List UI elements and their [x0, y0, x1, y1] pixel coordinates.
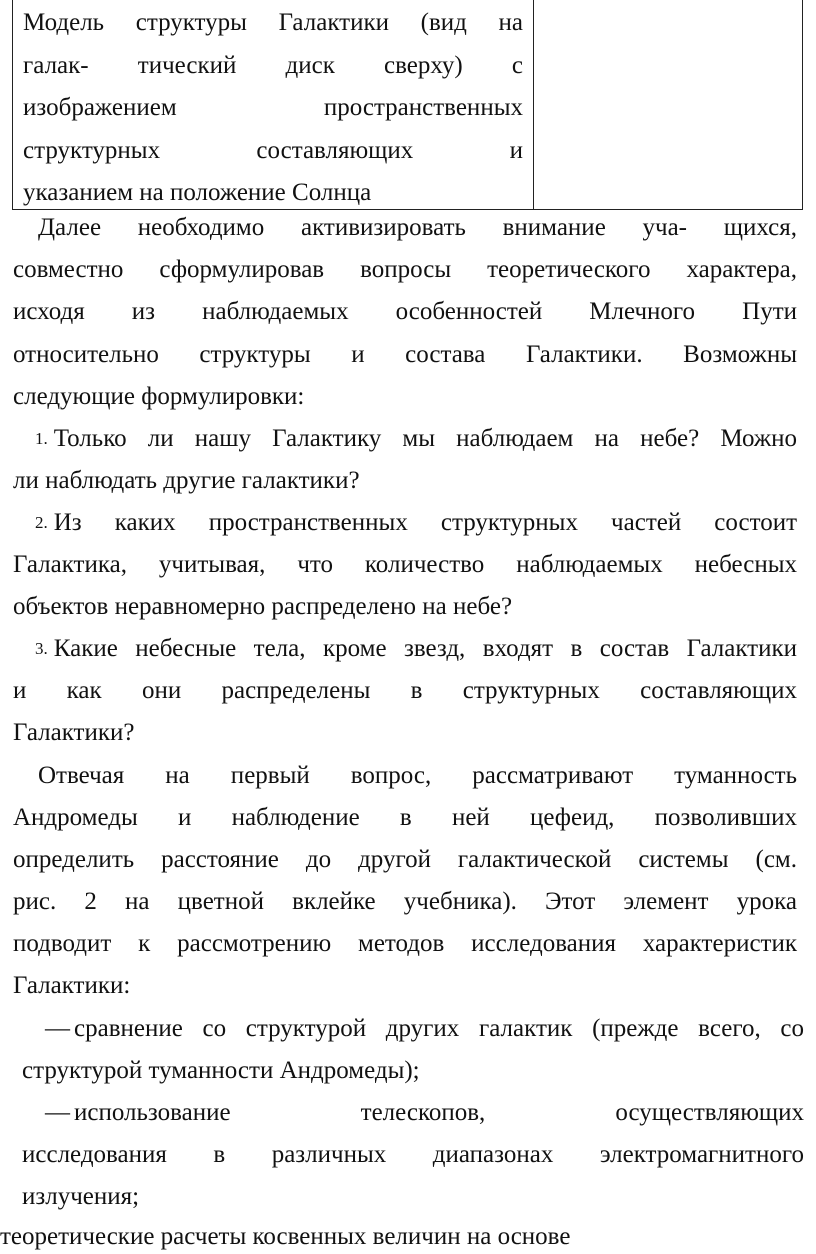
table-cell-line: Модель структуры Галактики (вид на [23, 9, 523, 36]
paragraph-line: относительно структуры и состава Галактики. Возможны [13, 341, 797, 368]
paragraph-line: теоретические расчеты косвенных величин на основе [0, 1223, 571, 1250]
bullet-line: излучения; [22, 1183, 140, 1210]
table-cell-line: структурных составляющих и [23, 136, 523, 164]
list-item-line: Галактика, учитывая, что количество наблюдаемых небесных [13, 551, 797, 578]
table-cell-line: указанием на положение Солнца [23, 179, 372, 206]
dash-marker: — [45, 1099, 70, 1126]
paragraph-line: подводит к рассмотрению методов исследования характеристик [13, 930, 797, 957]
list-item-line: объектов неравномерно распределено на небе? [13, 593, 513, 620]
list-number: 1. [35, 429, 48, 448]
info-table [12, 0, 803, 210]
list-item-first-line [35, 508, 797, 538]
paragraph-line: Отвечая на первый вопрос, рассматривают туманность [38, 762, 797, 789]
list-number: 3. [35, 639, 48, 658]
paragraph-line: совместно сформулировав вопросы теоретического характера, [13, 256, 797, 283]
bullet-line: исследования в различных диапазонах электромагнитного [22, 1141, 804, 1168]
bullet-line: структурой туманности Андромеды); [22, 1057, 420, 1084]
list-item-first-line [35, 634, 797, 664]
paragraph-line: исходя из наблюдаемых особенностей Млечного Пути [13, 298, 797, 325]
table-cell-line: галак- тический диск сверху) с [23, 51, 523, 79]
paragraph-line: следующие формулировки: [13, 383, 305, 410]
paragraph-line: определить расстояние до другой галактической системы (см. [13, 846, 797, 873]
table-cell-line: изображением пространственных [23, 94, 523, 121]
list-number: 2. [35, 513, 48, 532]
bullet-text: сравнение со структурой других галактик (прежде всего, со [74, 1015, 804, 1042]
list-item-line: ли наблюдать другие галактики? [13, 467, 360, 494]
table-cell-description [13, 0, 534, 209]
bullet-first-line [45, 1014, 804, 1044]
list-text: Из каких пространственных структурных частей состоит [53, 509, 797, 536]
list-text: Только ли нашу Галактику мы наблюдаем на небе? Можно [53, 425, 797, 452]
dash-marker: — [45, 1015, 70, 1042]
paragraph-line: Галактики: [13, 972, 131, 999]
bullet-first-line [45, 1098, 804, 1128]
paragraph-line: Далее необходимо активизировать внимание уча- щихся, [38, 214, 797, 241]
bullet-text: использование телескопов, осуществляющих [74, 1099, 804, 1126]
paragraph-line: Андромеды и наблюдение в ней цефеид, позволивших [13, 804, 797, 831]
table-cell-empty [534, 0, 802, 209]
paragraph-line: рис. 2 на цветной вклейке учебника). Этот элемент урока [13, 888, 797, 915]
list-item-first-line [35, 424, 797, 454]
list-item-line: Галактики? [13, 719, 135, 746]
list-item-line: и как они распределены в структурных составляющих [13, 677, 797, 704]
list-text: Какие небесные тела, кроме звезд, входят в состав Галактики [53, 635, 797, 662]
